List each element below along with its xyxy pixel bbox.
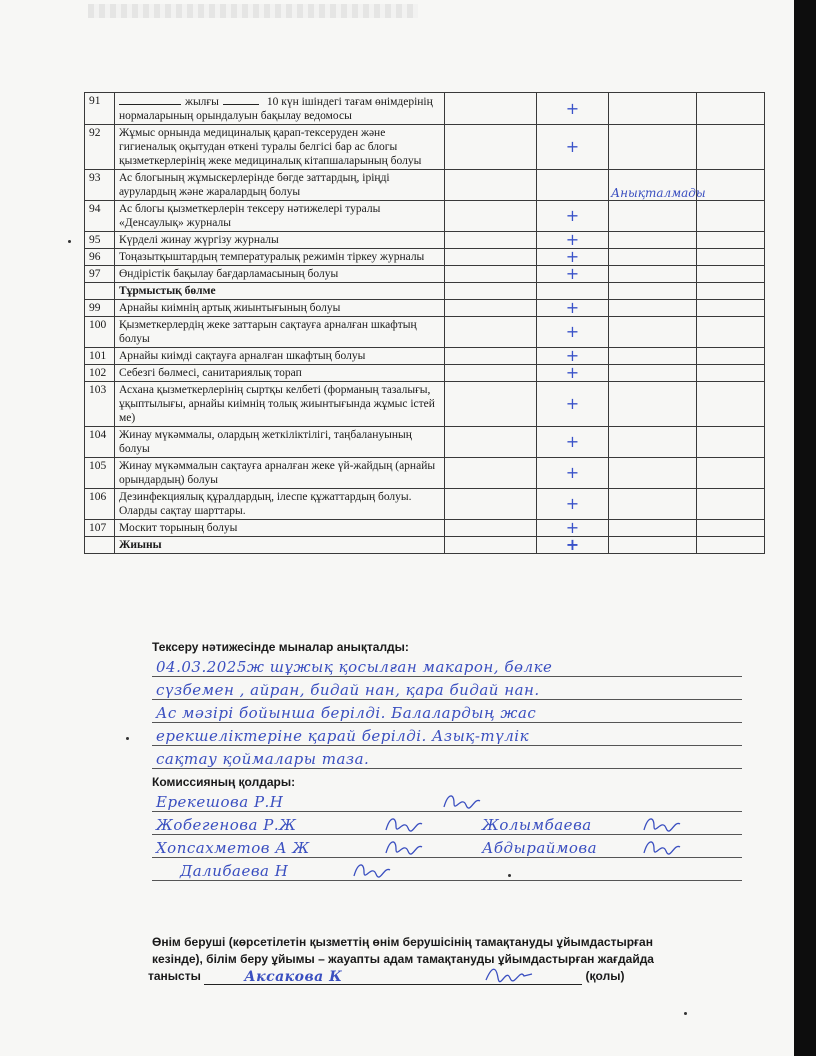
table-row: [85, 382, 765, 427]
member-name: Жолымбаева: [482, 816, 592, 834]
row-text: Ас блогы қызметкерлерін тексеру нәтижелері туралы «Денсаулық» журналы: [115, 201, 445, 232]
col-blank: [609, 93, 697, 125]
table-row: [85, 232, 765, 249]
blank-line: [119, 94, 181, 105]
check-mark: [537, 170, 609, 201]
col-blank: [609, 300, 697, 317]
result-line: [152, 654, 742, 677]
footer-prefix: танысты: [148, 969, 201, 983]
col-blank: [445, 458, 537, 489]
row-number: 105: [85, 458, 115, 489]
col-blank: [609, 365, 697, 382]
row-number: 107: [85, 520, 115, 537]
col-blank: [697, 266, 765, 283]
col-blank: [609, 266, 697, 283]
check-mark: +: [537, 232, 609, 249]
row-text: Жинау мүкәммалы, олардың жеткіліктілігі, таңбалануының болуы: [115, 427, 445, 458]
result-line: [152, 746, 742, 769]
col-blank: [445, 537, 537, 554]
row-number: [85, 283, 115, 300]
col-blank: [445, 520, 537, 537]
row-number: 99: [85, 300, 115, 317]
col-blank: [609, 201, 697, 232]
col-blank: [697, 232, 765, 249]
col-blank: [697, 427, 765, 458]
check-mark: +: [537, 317, 609, 348]
member-name: Жобегенова Р.Ж: [156, 816, 297, 834]
check-mark: +: [537, 201, 609, 232]
col-blank: [445, 283, 537, 300]
result-line: [152, 723, 742, 746]
result-line: [152, 700, 742, 723]
check-mark: +: [537, 489, 609, 520]
table-row: [85, 300, 765, 317]
col-blank: [609, 348, 697, 365]
scan-speck: [684, 1012, 687, 1015]
col-blank: [609, 520, 697, 537]
col-blank: [697, 317, 765, 348]
signature-line: [204, 970, 582, 985]
member-name: Абдыраймова: [482, 839, 598, 857]
table-row: [85, 317, 765, 348]
scan-smudge: [88, 4, 418, 18]
member-name: Хопсахметов А Ж: [156, 839, 310, 857]
col-blank: [609, 249, 697, 266]
table-row: [85, 365, 765, 382]
check-mark: +: [537, 300, 609, 317]
col-blank: [609, 427, 697, 458]
row-text-main: 10 күн ішіндегі тағам өнімдерінің нормаларының орындалуын бақылау ведомосы: [119, 96, 433, 122]
footer-text-2: кезінде), білім беру ұйымы – жауапты адам тамақтануды ұйымдастырған жағдайда: [152, 952, 654, 966]
member-name: Далибаева Н: [180, 862, 289, 880]
col-blank: [445, 382, 537, 427]
table-row: [85, 93, 765, 125]
row-text: Асхана қызметкерлерінің сыртқы келбеті (форманың тазалығы, ұқыптылығы, арнайы киімнің толық жиынтығында жұмыс істей ме): [115, 382, 445, 427]
handwritten-text: сақтау қоймалары таза.: [156, 750, 370, 768]
col-blank: [697, 365, 765, 382]
signature-scribble: [384, 837, 424, 857]
row-text: Қызметкерлердің жеке заттарын сақтауға арналған шкафтың болуы: [115, 317, 445, 348]
col-blank: [445, 348, 537, 365]
table-row: [85, 458, 765, 489]
col-blank: [697, 382, 765, 427]
row-number: [85, 537, 115, 554]
row-text: Жинау мүкәммалын сақтауға арналған жеке үй-жайдың (арнайы орындардың) болуы: [115, 458, 445, 489]
row-number: 104: [85, 427, 115, 458]
col-blank: [445, 427, 537, 458]
row-number: 101: [85, 348, 115, 365]
col-blank: [697, 348, 765, 365]
check-mark: +: [537, 125, 609, 170]
row-number: 102: [85, 365, 115, 382]
handwritten-text: Ас мәзірі бойынша берілді. Балалардың жас: [156, 704, 537, 722]
col-blank: [445, 249, 537, 266]
row-text: Өндірістік бақылау бағдарламасының болуы: [115, 266, 445, 283]
commission-label: Комиссияның қолдары:: [152, 775, 296, 789]
table-row: [85, 125, 765, 170]
check-mark: +: [537, 427, 609, 458]
table-row: [85, 348, 765, 365]
col-blank: [697, 170, 765, 201]
row-text: Тоңазытқыштардың температуралық режимін тіркеу журналы: [115, 249, 445, 266]
row-text: Арнайы киімнің артық жиынтығының болуы: [115, 300, 445, 317]
col-blank: [445, 266, 537, 283]
row-number: 91: [85, 93, 115, 125]
row-number: 103: [85, 382, 115, 427]
col-blank: [609, 489, 697, 520]
row-number: 92: [85, 125, 115, 170]
check-mark: +: [537, 382, 609, 427]
blank-line: [223, 94, 259, 105]
table-row: [85, 489, 765, 520]
row-text: Күрделі жинау жүргізу журналы: [115, 232, 445, 249]
check-mark: [537, 283, 609, 300]
row-text: Ас блогының жұмыскерлерінде бөгде заттардың, іріңді аурулардың және жаралардың болуы: [115, 170, 445, 201]
check-mark: +: [537, 93, 609, 125]
commission-line: [152, 858, 742, 881]
signature-scribble: [484, 964, 534, 984]
col-blank: [697, 249, 765, 266]
col-blank: [697, 458, 765, 489]
table-row: [85, 266, 765, 283]
row-text: Арнайы киімді сақтауға арналған шкафтың болуы: [115, 348, 445, 365]
row-number: 100: [85, 317, 115, 348]
col-blank: [445, 93, 537, 125]
col-blank: [445, 201, 537, 232]
member-name: Ерекешова Р.Н: [156, 793, 284, 811]
scan-speck: [126, 737, 129, 740]
col-blank: [609, 232, 697, 249]
col-blank: [697, 520, 765, 537]
col-blank: [445, 317, 537, 348]
col-blank: [609, 283, 697, 300]
row-text-pre: жылғы: [185, 96, 219, 108]
handwritten-text: 04.03.2025ж шұжық қосылған макарон, бөлке: [156, 658, 553, 676]
row-text: Жиыны: [115, 537, 445, 554]
check-mark: +: [537, 365, 609, 382]
col-blank: [445, 170, 537, 201]
row-number: 96: [85, 249, 115, 266]
check-mark: +: [537, 249, 609, 266]
results-label: Тексеру нәтижесінде мыналар анықталды:: [152, 640, 409, 654]
col-blank: [697, 125, 765, 170]
col-blank: [609, 458, 697, 489]
row-number: 106: [85, 489, 115, 520]
col-blank: [697, 300, 765, 317]
col-blank: [609, 537, 697, 554]
commission-line: [152, 835, 742, 858]
col-blank: [445, 232, 537, 249]
check-mark: +: [537, 458, 609, 489]
handwritten-note: Анықталмады: [609, 170, 697, 201]
table-row: [85, 427, 765, 458]
table-row: [85, 520, 765, 537]
row-text: [115, 93, 445, 125]
row-text: Тұрмыстық бөлме: [115, 283, 445, 300]
signature-scribble: [642, 814, 682, 834]
table-row: [85, 249, 765, 266]
signature-scribble: [384, 814, 424, 834]
col-blank: [697, 201, 765, 232]
scan-dark-edge: [794, 0, 816, 1056]
inspection-results: [152, 640, 742, 881]
result-line: [152, 677, 742, 700]
col-blank: [445, 300, 537, 317]
check-mark: +: [537, 348, 609, 365]
row-number: 93: [85, 170, 115, 201]
table-row: [85, 201, 765, 232]
row-number: 97: [85, 266, 115, 283]
handwritten-text: сүзбемен , айран, бидай нан, қара бидай нан.: [156, 681, 540, 699]
footer-suffix: (қолы): [585, 969, 625, 983]
signer-name: Аксакова К: [244, 969, 343, 985]
total-row: [85, 537, 765, 554]
col-blank: [697, 93, 765, 125]
col-blank: [445, 489, 537, 520]
handwritten-text: ерекшеліктеріне қарай берілді. Азық-түлік: [156, 727, 530, 745]
col-blank: [697, 489, 765, 520]
footer: [148, 934, 772, 985]
row-text: Дезинфекциялық құралдардың, ілеспе құжаттардың болуы. Оларды сақтау шарттары.: [115, 489, 445, 520]
col-blank: [445, 125, 537, 170]
footer-text-1: Өнім беруші (көрсетілетін қызметтің өнім берушісінің тамақтануды ұйымдастырған: [152, 935, 653, 949]
col-blank: [609, 317, 697, 348]
signature-scribble: [352, 860, 392, 880]
row-text: Москит торының болуы: [115, 520, 445, 537]
table-row: [85, 170, 765, 201]
row-number: 94: [85, 201, 115, 232]
check-mark: +: [537, 266, 609, 283]
scan-speck: [68, 240, 71, 243]
row-number: 95: [85, 232, 115, 249]
signature-scribble: [442, 791, 482, 811]
col-blank: [609, 125, 697, 170]
checklist-table: [84, 92, 765, 554]
commission-line: [152, 812, 742, 835]
col-blank: [445, 365, 537, 382]
col-blank: [697, 283, 765, 300]
check-mark: +: [537, 520, 609, 537]
row-text: Жұмыс орнында медициналық қарап-тексеруден және гигиеналық оқытудан өткені туралы белгісі бар ас блогы қызметкерлерінің жеке медициналық кітапшаларының болуы: [115, 125, 445, 170]
signature-scribble: [642, 837, 682, 857]
row-text: Себезгі бөлмесі, санитариялық торап: [115, 365, 445, 382]
section-row: [85, 283, 765, 300]
col-blank: [697, 537, 765, 554]
check-mark: +: [537, 537, 609, 554]
col-blank: [609, 382, 697, 427]
commission-line: [152, 789, 742, 812]
